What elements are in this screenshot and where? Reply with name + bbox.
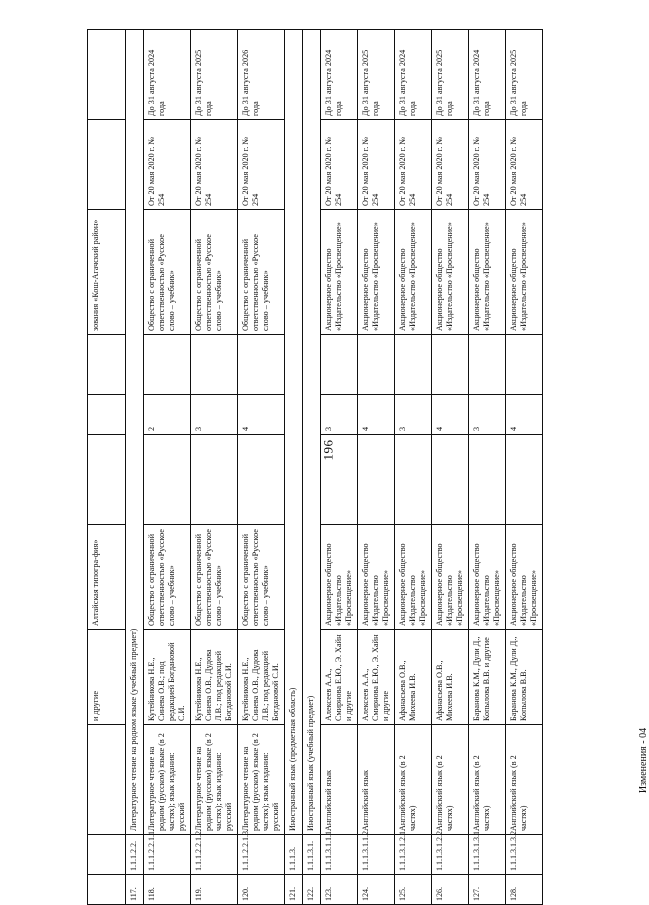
cell-empty	[506, 435, 543, 525]
publisher-region: Акционерное общество «Издательство «Просвещение»	[358, 210, 395, 335]
grade: 2	[144, 395, 191, 435]
row-number: 122.	[303, 875, 321, 905]
cell-empty	[191, 435, 238, 525]
order-date: От 20 мая 2020 г. № 254	[395, 120, 432, 210]
table-row	[303, 30, 321, 905]
publisher-region: Общество с ограниченной ответственностью «Русское слово – учебник»	[238, 210, 285, 335]
valid-until: До 31 августа 2025 года	[506, 30, 543, 120]
header-cell: зования «Кош-Агачский район»	[88, 210, 126, 335]
header-cell: и другие	[88, 630, 126, 725]
row-number: 127.	[469, 875, 506, 905]
cell-empty	[432, 335, 469, 395]
cell-empty	[144, 335, 191, 395]
publisher: Общество с ограниченной ответственностью «Русское слово – учебник»	[191, 525, 238, 630]
section-title: Иностранный язык (учебный предмет)	[303, 30, 321, 835]
authors: Баранова К.М., Дули Д., Копылова В.В.	[506, 630, 543, 725]
row-code: 1.1.1.3.1.	[303, 835, 321, 875]
order-date: От 20 мая 2020 г. № 254	[432, 120, 469, 210]
table-row	[395, 30, 432, 905]
publisher-region: Акционерное общество «Издательство «Просвещение»	[321, 210, 358, 335]
row-code: 1.1.1.3.1.3.2.	[506, 835, 543, 875]
row-code: 1.1.1.3.	[285, 835, 303, 875]
grade: 3	[395, 395, 432, 435]
row-number: 123.	[321, 875, 358, 905]
authors: Алексеев А.А., Смирнова Е.Ю., Э. Хайн и другие	[321, 630, 358, 725]
table-row	[126, 30, 144, 905]
table-row	[506, 30, 543, 905]
row-code: 1.1.1.2.2.1.1.	[144, 835, 191, 875]
header-cell	[88, 335, 126, 395]
header-cell	[88, 725, 126, 835]
row-code: 1.1.1.2.2.	[126, 835, 144, 875]
authors: Баранова К.М., Дули Д., Копылова В.В. и другие	[469, 630, 506, 725]
row-number: 118.	[144, 875, 191, 905]
publisher-region: Акционерное общество «Издательство «Просвещение»	[506, 210, 543, 335]
table-row	[191, 30, 238, 905]
valid-until: До 31 августа 2024 года	[321, 30, 358, 120]
header-cell	[88, 30, 126, 120]
order-date: От 20 мая 2020 г. № 254	[506, 120, 543, 210]
valid-until: До 31 августа 2025 года	[432, 30, 469, 120]
textbook-title: Литературное чтение на родном (русском) языке (в 2 частях); язык издания: русский	[144, 725, 191, 835]
grade: 4	[432, 395, 469, 435]
publisher: Акционерное общество «Издательство «Просвещение»	[432, 525, 469, 630]
row-code: 1.1.1.3.1.1.2.	[358, 835, 395, 875]
cell-empty	[238, 435, 285, 525]
publisher: Акционерное общество «Издательство «Просвещение»	[358, 525, 395, 630]
publisher: Акционерное общество «Издательство «Просвещение»	[321, 525, 358, 630]
order-date: От 20 мая 2020 г. № 254	[238, 120, 285, 210]
publisher-region: Общество с ограниченной ответственностью «Русское слово – учебник»	[144, 210, 191, 335]
table-row	[238, 30, 285, 905]
cell-empty	[191, 335, 238, 395]
row-number: 120.	[238, 875, 285, 905]
header-cell	[88, 875, 126, 905]
valid-until: До 31 августа 2025 года	[191, 30, 238, 120]
cell-empty	[395, 435, 432, 525]
textbook-title: Литературное чтение на родном (русском) языке (в 2 частях); язык издания: русский	[238, 725, 285, 835]
grade: 3	[191, 395, 238, 435]
valid-until: До 31 августа 2024 года	[144, 30, 191, 120]
header-cell	[88, 435, 126, 525]
table-row	[358, 30, 395, 905]
cell-empty	[469, 435, 506, 525]
grade: 3	[321, 395, 358, 435]
row-code: 1.1.1.3.1.2.1.	[395, 835, 432, 875]
order-date: От 20 мая 2020 г. № 254	[191, 120, 238, 210]
order-date: От 20 мая 2020 г. № 254	[144, 120, 191, 210]
section-title: Литературное чтение на родном языке (учебный предмет)	[126, 30, 144, 835]
authors: Кутейникова Н.Е., Синева О.В., Дудова Л.В.; под редакцией Богдановой С.И.	[238, 630, 285, 725]
publisher: Общество с ограниченной ответственностью «Русское слово – учебник»	[238, 525, 285, 630]
row-code: 1.1.1.2.2.1.3.	[238, 835, 285, 875]
row-number: 126.	[432, 875, 469, 905]
authors: Кутейникова Н.Е., Синева О.В.; под редакцией Богдановой С.И.	[144, 630, 191, 725]
order-date: От 20 мая 2020 г. № 254	[358, 120, 395, 210]
cell-empty	[469, 335, 506, 395]
cell-empty	[321, 435, 358, 525]
textbook-title: Литературное чтение на родном (русском) языке (в 2 частях); язык издания: русский	[191, 725, 238, 835]
table-row	[321, 30, 358, 905]
header-cell	[88, 120, 126, 210]
publisher: Акционерное общество «Издательство «Просвещение»	[506, 525, 543, 630]
authors: Афанасьева О.В., Михеева И.В.	[395, 630, 432, 725]
cell-empty	[358, 335, 395, 395]
grade: 4	[506, 395, 543, 435]
valid-until: До 31 августа 2024 года	[469, 30, 506, 120]
row-code: 1.1.1.2.2.1.2.	[191, 835, 238, 875]
row-number: 125.	[395, 875, 432, 905]
row-number: 121.	[285, 875, 303, 905]
header-cell	[88, 835, 126, 875]
row-number: 128.	[506, 875, 543, 905]
publisher: Акционерное общество «Издательство «Просвещение»	[469, 525, 506, 630]
publisher-region: Общество с ограниченной ответственностью «Русское слово – учебник»	[191, 210, 238, 335]
section-title: Иностранный язык (предметная область)	[285, 30, 303, 835]
row-number: 124.	[358, 875, 395, 905]
publisher: Акционерное общество «Издательство «Просвещение»	[395, 525, 432, 630]
table-row	[469, 30, 506, 905]
row-code: 1.1.1.3.1.1.1.	[321, 835, 358, 875]
table-row	[144, 30, 191, 905]
textbook-title: Английский язык (в 2 частях)	[395, 725, 432, 835]
textbook-table	[87, 29, 543, 905]
authors: Кутейникова Н.Е., Синева О.В., Дудова Л.В.; под редакцией Богдановой С.И.	[191, 630, 238, 725]
textbook-title: Английский язык (в 2 частях)	[469, 725, 506, 835]
authors: Алексеев А.А., Смирнова Е.Ю., Э. Хайн и другие	[358, 630, 395, 725]
cell-empty	[321, 335, 358, 395]
grade: 4	[238, 395, 285, 435]
row-code: 1.1.1.3.1.3.1.	[469, 835, 506, 875]
publisher: Общество с ограниченной ответственностью «Русское слово – учебник»	[144, 525, 191, 630]
order-date: От 20 мая 2020 г. № 254	[469, 120, 506, 210]
order-date: От 20 мая 2020 г. № 254	[321, 120, 358, 210]
cell-empty	[432, 435, 469, 525]
row-number: 117.	[126, 875, 144, 905]
authors: Афанасьева О.В., Михеева И.В.	[432, 630, 469, 725]
row-number: 119.	[191, 875, 238, 905]
rotated-page-content	[87, 30, 614, 905]
header-cell	[88, 395, 126, 435]
valid-until: До 31 августа 2025 года	[358, 30, 395, 120]
grade: 4	[358, 395, 395, 435]
cell-empty	[358, 435, 395, 525]
table-header-row	[88, 30, 126, 905]
cell-empty	[395, 335, 432, 395]
cell-empty	[238, 335, 285, 395]
publisher-region: Акционерное общество «Издательство «Просвещение»	[432, 210, 469, 335]
table-row	[285, 30, 303, 905]
textbook-title: Английский язык (в 2 частях)	[432, 725, 469, 835]
cell-empty	[144, 435, 191, 525]
valid-until: До 31 августа 2026 года	[238, 30, 285, 120]
table-row	[432, 30, 469, 905]
textbook-title: Английский язык (в 2 частях)	[506, 725, 543, 835]
textbook-title: Английский язык	[321, 725, 358, 835]
textbook-title: Английский язык	[358, 725, 395, 835]
grade: 3	[469, 395, 506, 435]
row-code: 1.1.1.3.1.2.2.	[432, 835, 469, 875]
valid-until: До 31 августа 2024 года	[395, 30, 432, 120]
footer-note: Изменения - 04	[638, 727, 649, 794]
header-cell: Алтайская типогра-фия»	[88, 525, 126, 630]
cell-empty	[506, 335, 543, 395]
publisher-region: Акционерное общество «Издательство «Просвещение»	[395, 210, 432, 335]
publisher-region: Акционерное общество «Издательство «Просвещение»	[469, 210, 506, 335]
page-number: 196	[320, 439, 336, 461]
